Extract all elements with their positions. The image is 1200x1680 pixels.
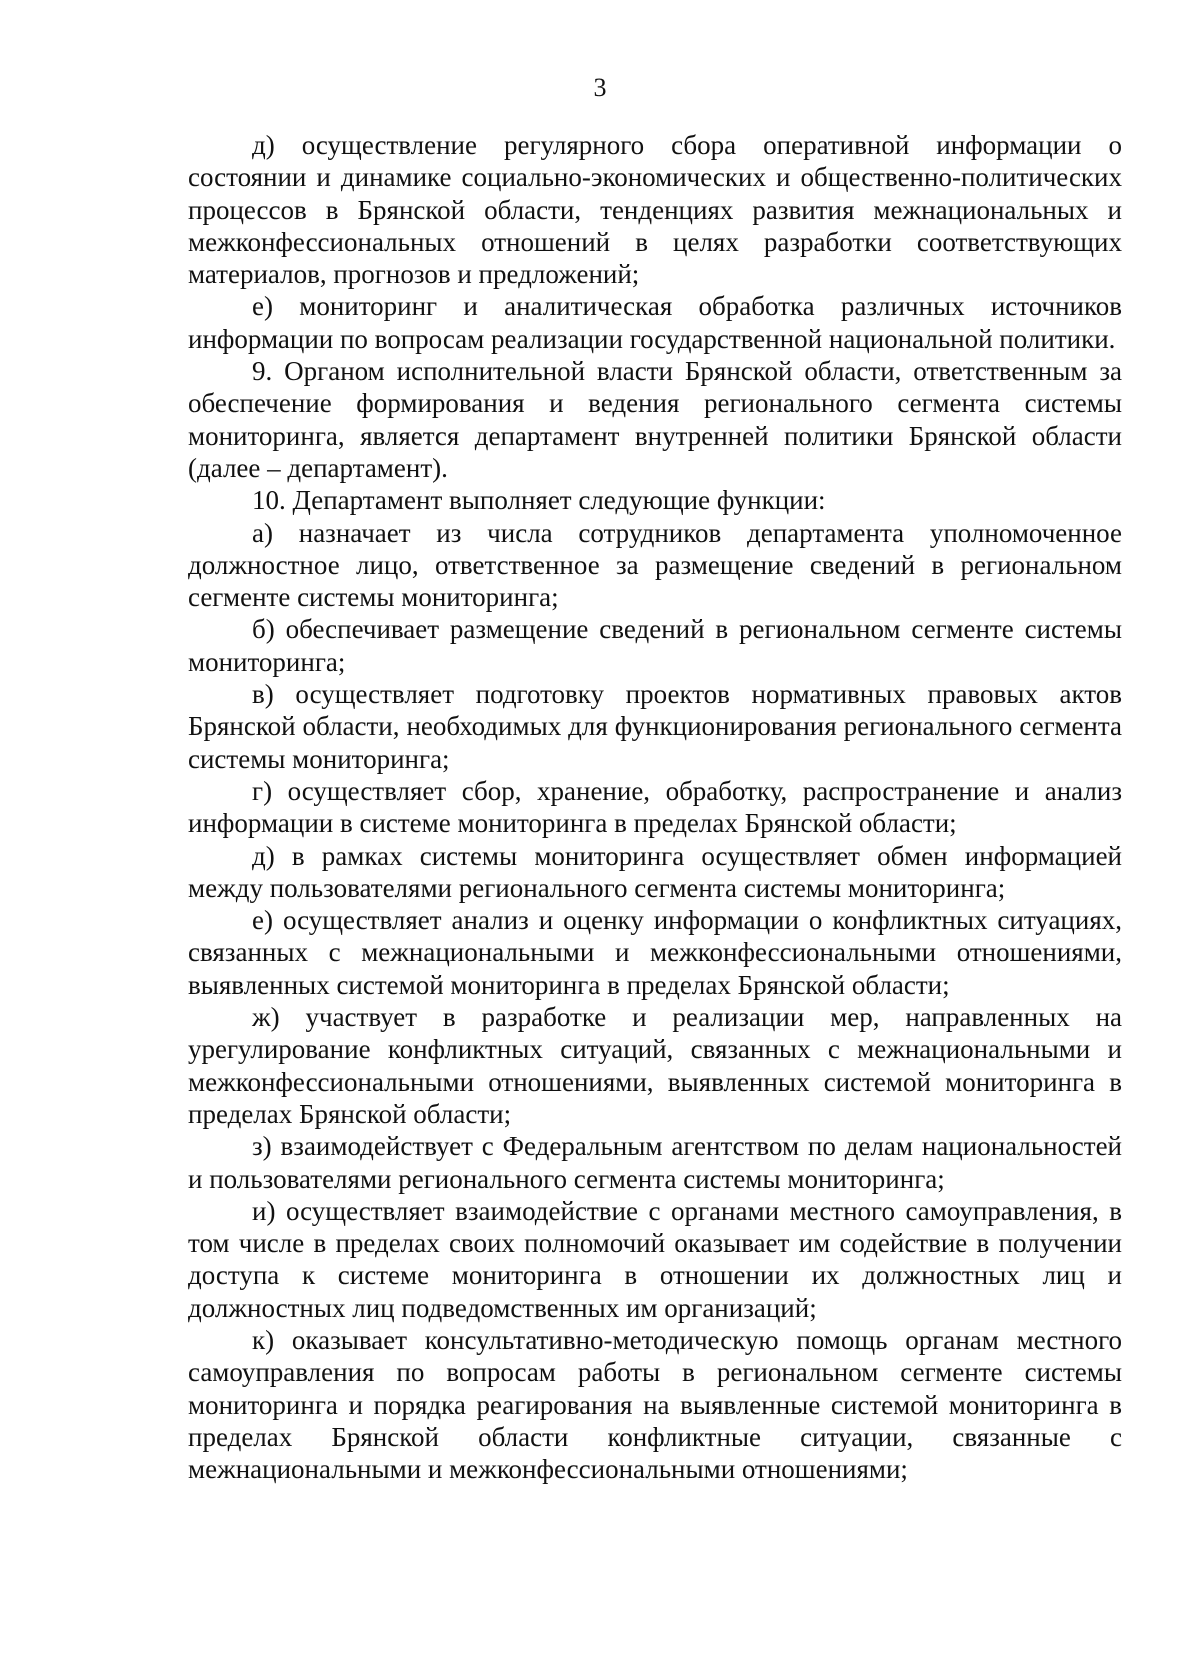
paragraph-item-i: и) осуществляет взаимодействие с органами местного самоуправления, в том числе в пределах своих полномочий оказывает им содействие в получении доступа к системе мониторинга в отношении их должностных лиц и должностных лиц подведомственных им организаций;: [188, 1195, 1122, 1323]
paragraph-item-z: з) взаимодействует с Федеральным агентством по делам национальностей и пользователями регионального сегмента системы мониторинга;: [188, 1131, 1122, 1194]
page-number: 3: [593, 73, 607, 102]
paragraph-clause-9: 9. Органом исполнительной власти Брянской области, ответственным за обеспечение формирования и ведения регионального сегмента системы мониторинга, является департамент внутренней политики Брянской области (далее – департамент).: [188, 356, 1122, 483]
paragraph-clause-10: 10. Департамент выполняет следующие функции:: [252, 485, 826, 516]
paragraph-item-a: а) назначает из числа сотрудников департамента уполномоченное должностное лицо, ответственное за размещение сведений в региональном сегменте системы мониторинга;: [188, 517, 1122, 613]
paragraph-item-zh: ж) участвует в разработке и реализации мер, направленных на урегулирование конфликтных ситуаций, связанных с межнациональными и межконфессиональными отношениями, выявленных системой мониторинга в пределах Брянской области;: [188, 1002, 1122, 1129]
document-body: [188, 129, 1122, 1485]
paragraph-item-e: е) осуществляет анализ и оценку информации о конфликтных ситуациях, связанных с межнациональными и межконфессиональными отношениями, выявленных системой мониторинга в пределах Брянской области;: [188, 905, 1122, 1000]
paragraph-item-e-monitoring: е) мониторинг и аналитическая обработка различных источников информации по вопросам реализации государственной национальной политики.: [188, 291, 1122, 354]
paragraph-item-d-info-collection: д) осуществление регулярного сбора оперативной информации о состоянии и динамике социально-экономических и общественно-политических процессов в Брянской области, тенденциях развития межнациональных и межконфессиональных отношений в целях разработки соответствующих материалов, прогнозов и предложений;: [188, 130, 1122, 290]
paragraph-item-b: б) обеспечивает размещение сведений в региональном сегменте системы мониторинга;: [188, 614, 1122, 677]
paragraph-item-v: в) осуществляет подготовку проектов нормативных правовых актов Брянской области, необходимых для функционирования регионального сегмента системы мониторинга;: [188, 679, 1122, 774]
paragraph-item-g: г) осуществляет сбор, хранение, обработку, распространение и анализ информации в системе мониторинга в пределах Брянской области;: [188, 775, 1122, 839]
paragraph-item-k: к) оказывает консультативно-методическую помощь органам местного самоуправления по вопросам работы в региональном сегменте системы мониторинга и порядка реагирования на выявленные системой мониторинга в пределах Брянской области конфликтные ситуации, связанные с межнациональными и межконфессиональными отношениями;: [188, 1324, 1122, 1485]
paragraph-item-d: д) в рамках системы мониторинга осуществляет обмен информацией между пользователями регионального сегмента системы мониторинга;: [188, 840, 1122, 903]
